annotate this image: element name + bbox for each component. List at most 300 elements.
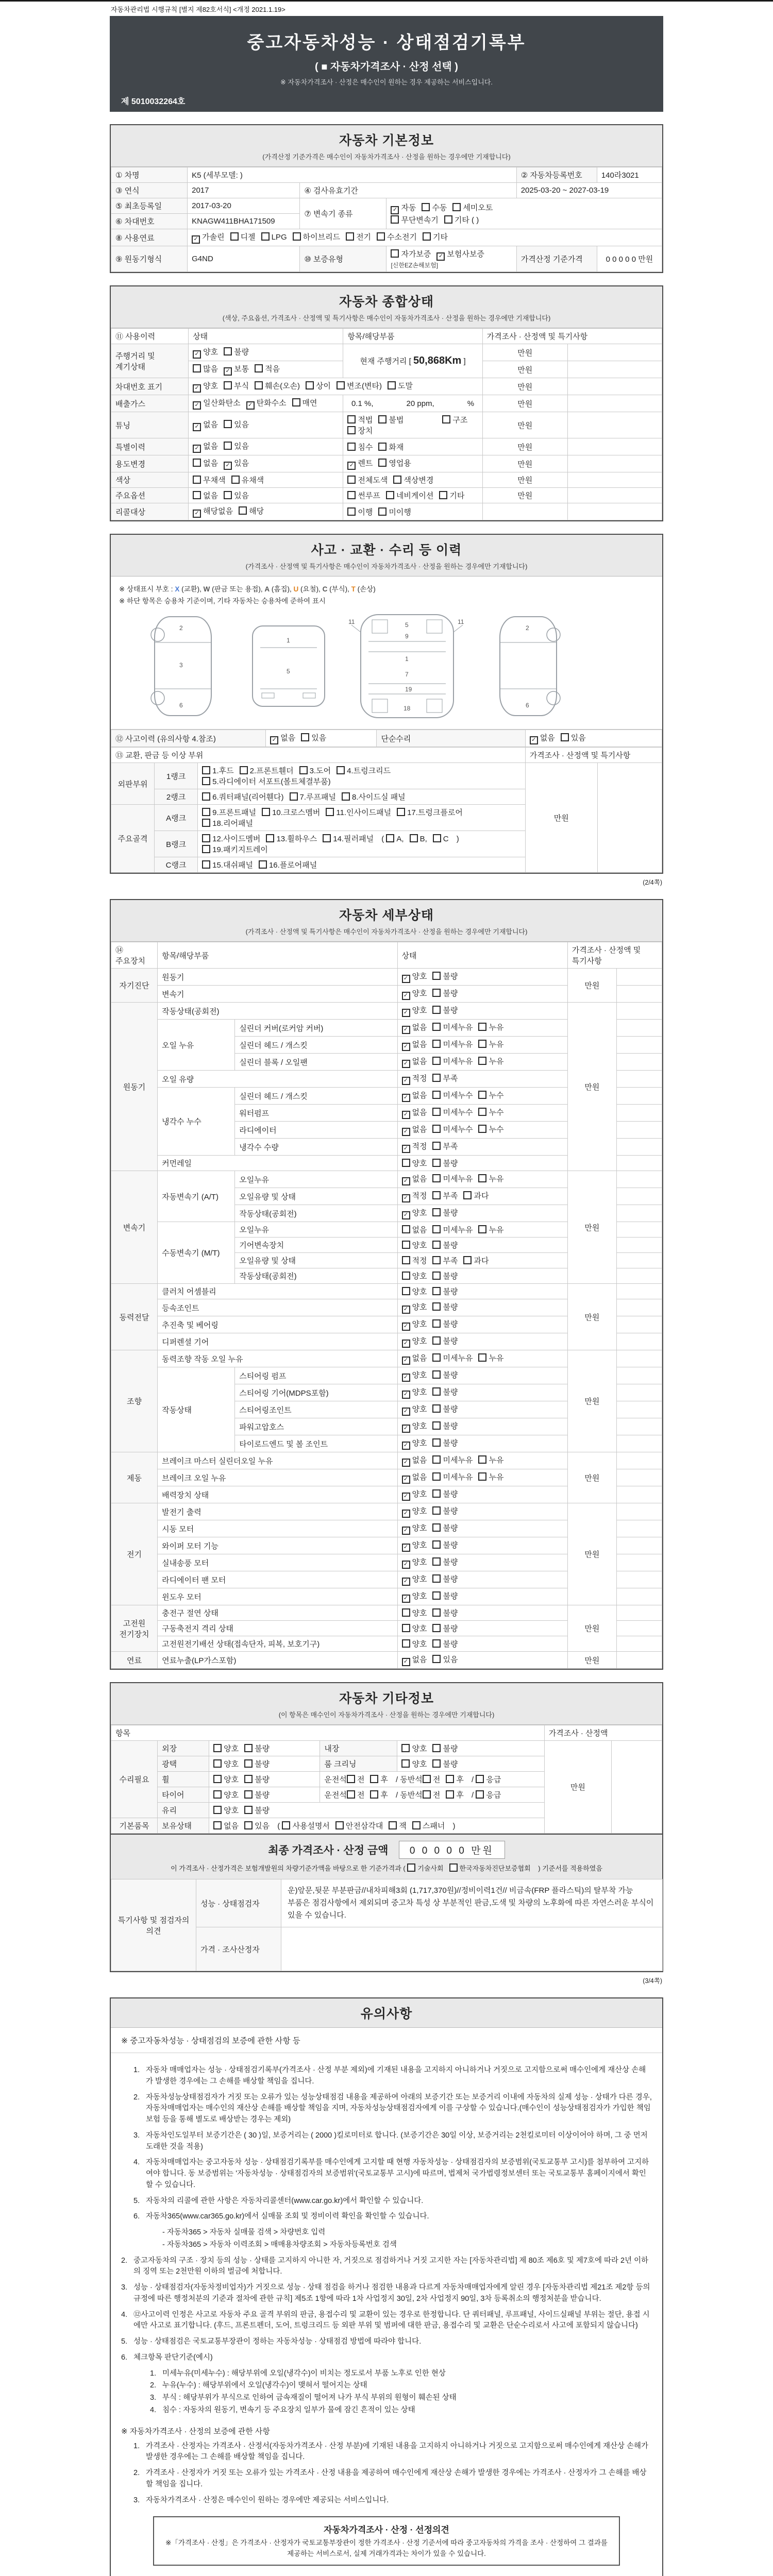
checkbox-option[interactable] [347,1774,365,1785]
checkbox-icon[interactable]: ✓ [402,1094,410,1102]
options-cell[interactable] [397,1122,567,1139]
checkbox-icon[interactable] [378,443,386,451]
checkbox-icon[interactable] [432,1489,441,1498]
checkbox-icon[interactable] [193,459,201,467]
checkbox-option[interactable] [432,1654,458,1665]
checkbox-option[interactable] [402,1638,427,1649]
standard-book-options[interactable] [407,1865,536,1872]
checkbox-option[interactable] [478,1173,503,1184]
checkbox-icon[interactable] [347,491,356,499]
checkbox-option[interactable] [347,506,373,517]
checkbox-option[interactable] [346,231,371,242]
checkbox-option[interactable] [202,807,256,818]
checkbox-icon[interactable] [432,1302,441,1311]
checkbox-icon[interactable] [378,507,386,516]
checkbox-option[interactable] [402,971,427,983]
checkbox-option[interactable] [402,1022,427,1034]
options-cell[interactable] [397,1554,567,1571]
checkbox-icon[interactable]: ✓ [402,1194,410,1202]
checkbox-option[interactable] [402,1505,427,1518]
checkbox-icon[interactable] [213,1775,222,1783]
checkbox-option[interactable] [432,1556,458,1567]
checkbox-option[interactable] [402,1073,427,1085]
checkbox-option[interactable] [378,442,404,452]
checkbox-icon[interactable]: ✓ [402,992,410,1000]
checkbox-icon[interactable] [432,1142,441,1150]
checkbox-option[interactable] [402,1539,427,1552]
checkbox-option[interactable] [244,1789,270,1800]
checkbox-icon[interactable]: ✓ [402,1459,410,1467]
checkbox-icon[interactable]: ✓ [193,423,201,431]
checkbox-icon[interactable] [259,860,267,869]
checkbox-option[interactable] [370,1774,388,1785]
options-cell[interactable] [189,395,343,412]
checkbox-option[interactable] [378,414,404,425]
checkbox-icon[interactable] [402,1225,410,1233]
checkbox-option[interactable] [407,1863,443,1873]
checkbox-option[interactable] [432,1318,458,1329]
checkbox-icon[interactable] [478,1023,486,1031]
checkbox-icon[interactable] [347,443,356,451]
options-cell[interactable] [189,472,343,488]
checkbox-icon[interactable] [432,1455,441,1464]
options-cell[interactable] [209,1803,545,1818]
checkbox-option[interactable] [432,1437,458,1448]
checkbox-option[interactable] [402,1623,427,1634]
checkbox-icon[interactable] [401,1759,410,1768]
checkbox-icon[interactable]: ✓ [224,367,232,376]
checkbox-option[interactable] [391,214,438,225]
checkbox-icon[interactable] [386,834,394,842]
checkbox-icon[interactable]: ✓ [193,401,201,410]
checkbox-option[interactable] [402,988,427,1000]
checkbox-option[interactable] [432,1369,458,1380]
checkbox-option[interactable] [432,1224,473,1235]
options-cell[interactable] [397,1741,544,1756]
checkbox-icon[interactable] [476,1775,484,1783]
checkbox-icon[interactable]: ✓ [193,350,201,359]
checkbox-icon[interactable] [378,459,386,467]
checkbox-option[interactable] [402,1158,427,1168]
checkbox-icon[interactable] [337,381,345,389]
checkbox-icon[interactable] [290,792,298,801]
checkbox-icon[interactable] [244,1806,253,1814]
checkbox-icon[interactable] [432,1287,441,1295]
options-cell[interactable] [189,412,343,438]
checkbox-icon[interactable] [432,1336,441,1345]
checkbox-option[interactable] [193,474,225,485]
checkbox-icon[interactable] [423,232,431,241]
checkbox-icon[interactable] [244,1821,253,1829]
checkbox-option[interactable] [478,1107,503,1117]
checkbox-option[interactable] [347,425,373,436]
checkbox-option[interactable] [293,231,340,242]
checkbox-option[interactable] [202,791,283,802]
checkbox-option[interactable] [442,414,467,425]
options-cell[interactable]: 없음 있음 ( 사용설명서 안전삼각대 잭 스패너 ) [209,1818,545,1834]
options-cell[interactable] [397,1469,567,1486]
checkbox-icon[interactable] [193,364,201,372]
checkbox-option[interactable] [432,1173,473,1184]
options-cell[interactable] [343,488,482,503]
checkbox-option[interactable] [561,732,586,743]
checkbox-icon[interactable]: ✓ [402,1544,410,1552]
checkbox-icon[interactable] [255,381,263,389]
checkbox-icon[interactable] [389,1821,397,1829]
checkbox-icon[interactable]: ✓ [224,462,232,470]
checkbox-icon[interactable] [432,1438,441,1447]
checkbox-icon[interactable] [193,476,201,484]
options-cell[interactable] [189,361,343,378]
checkbox-option[interactable] [432,1090,473,1100]
options-cell[interactable] [397,1003,567,1020]
checkbox-option[interactable] [224,380,249,391]
checkbox-icon[interactable] [213,1759,222,1768]
checkbox-icon[interactable] [478,1108,486,1116]
checkbox-icon[interactable]: ✓ [402,1128,410,1136]
checkbox-option[interactable] [202,833,260,844]
checkbox-option[interactable] [423,1789,441,1800]
checkbox-option[interactable] [402,1369,427,1382]
checkbox-option[interactable] [432,1471,473,1482]
checkbox-icon[interactable]: ✓ [391,206,399,214]
options-cell[interactable] [343,438,482,455]
options-cell[interactable] [397,1020,567,1037]
checkbox-icon[interactable] [402,1159,410,1167]
checkbox-icon[interactable] [407,1863,415,1872]
checkbox-icon[interactable] [402,1256,410,1264]
checkbox-option[interactable] [402,1107,427,1119]
checkbox-icon[interactable]: ✓ [402,1306,410,1314]
checkbox-option[interactable] [401,1743,427,1754]
checkbox-icon[interactable] [202,777,210,785]
checkbox-icon[interactable] [402,1241,410,1249]
checkbox-icon[interactable] [402,1624,410,1632]
checkbox-option[interactable] [377,231,417,242]
checkbox-icon[interactable] [478,1040,486,1048]
options-cell[interactable] [209,1756,320,1772]
checkbox-option[interactable] [378,457,411,468]
checkbox-option[interactable] [432,1158,458,1168]
checkbox-option[interactable] [432,988,458,998]
checkbox-icon[interactable] [432,1370,441,1379]
checkbox-icon[interactable] [391,215,399,224]
checkbox-option[interactable] [423,231,448,242]
checkbox-icon[interactable] [244,1775,253,1783]
checkbox-icon[interactable] [478,1091,486,1099]
checkbox-icon[interactable] [432,1074,441,1082]
checkbox-icon[interactable] [299,766,308,774]
checkbox-icon[interactable] [432,1353,441,1362]
checkbox-icon[interactable] [432,1191,441,1199]
checkbox-option[interactable] [244,1805,270,1816]
checkbox-option[interactable] [402,1318,427,1331]
checkbox-option[interactable] [446,1789,464,1800]
checkbox-icon[interactable]: ✓ [402,1060,410,1068]
checkbox-option[interactable] [244,1743,270,1754]
warranty-options[interactable] [391,250,490,259]
checkbox-option[interactable] [402,1590,427,1603]
checkbox-option[interactable] [224,440,249,451]
checkbox-icon[interactable]: ✓ [402,1177,410,1185]
checkbox-option[interactable] [244,1758,270,1769]
checkbox-option[interactable] [432,1005,458,1015]
checkbox-icon[interactable] [478,1472,486,1481]
checkbox-icon[interactable] [202,792,210,801]
options-cell[interactable] [397,1605,567,1621]
options-cell[interactable] [397,1503,567,1520]
checkbox-option[interactable] [246,397,287,410]
checkbox-icon[interactable] [292,398,300,406]
checkbox-icon[interactable] [224,491,232,499]
checkbox-option[interactable] [213,1758,239,1769]
checkbox-option[interactable] [432,1488,458,1499]
checkbox-option[interactable] [386,490,433,501]
checkbox-option[interactable] [478,1224,503,1235]
checkbox-option[interactable] [432,1141,458,1151]
checkbox-icon[interactable] [213,1806,222,1814]
checkbox-option[interactable] [432,1039,473,1049]
checkbox-icon[interactable] [432,1574,441,1583]
fuel-options[interactable] [188,229,662,246]
options-cell[interactable] [209,1772,320,1787]
options-cell[interactable] [397,1571,567,1588]
checkbox-option[interactable] [432,971,458,981]
checkbox-option[interactable] [412,1820,445,1831]
checkbox-icon[interactable]: ✓ [402,1323,410,1331]
checkbox-option[interactable] [402,1005,427,1017]
checkbox-icon[interactable] [347,1775,355,1783]
checkbox-option[interactable] [463,1255,489,1266]
checkbox-icon[interactable] [478,1455,486,1464]
checkbox-option[interactable] [478,1124,503,1134]
options-cell[interactable] [397,1188,567,1205]
checkbox-option[interactable] [402,1488,427,1501]
checkbox-option[interactable] [402,1573,427,1586]
checkbox-icon[interactable] [347,415,356,423]
checkbox-icon[interactable] [432,1472,441,1481]
checkbox-icon[interactable] [446,1790,454,1799]
checkbox-icon[interactable] [432,1208,441,1216]
checkbox-option[interactable] [432,1255,458,1266]
checkbox-option[interactable] [391,248,431,259]
checkbox-option[interactable] [402,1301,427,1314]
checkbox-icon[interactable] [478,1057,486,1065]
checkbox-option[interactable] [337,380,382,391]
checkbox-icon[interactable] [432,1540,441,1549]
options-cell[interactable] [397,1088,567,1105]
checkbox-option[interactable] [402,1224,427,1235]
checkbox-icon[interactable]: ✓ [402,1374,410,1382]
checkbox-option[interactable] [530,732,555,744]
checkbox-option[interactable] [432,1190,458,1201]
checkbox-option[interactable] [193,505,233,518]
checkbox-icon[interactable] [478,1353,486,1362]
checkbox-icon[interactable] [422,203,430,211]
checkbox-icon[interactable]: ✓ [530,736,538,744]
checkbox-icon[interactable] [432,1744,441,1752]
checkbox-option[interactable] [433,834,449,843]
checkbox-icon[interactable] [476,1790,484,1799]
checkbox-option[interactable] [402,1173,427,1185]
options-cell[interactable] [397,1268,567,1284]
checkbox-option[interactable] [402,1056,427,1068]
transmission-options-row1[interactable] [391,204,498,212]
options-cell[interactable]: 운전석 전 후 / 동반석 전 후 / 응급 [320,1787,544,1803]
checkbox-option[interactable] [402,1141,427,1153]
checkbox-icon[interactable] [401,1744,410,1752]
options-cell[interactable] [266,730,377,747]
checkbox-option[interactable] [432,1124,473,1134]
options-cell[interactable] [397,1105,567,1122]
checkbox-option[interactable] [478,1022,503,1032]
checkbox-icon[interactable]: ✓ [402,1510,410,1518]
checkbox-icon[interactable] [432,1256,441,1264]
checkbox-icon[interactable]: ✓ [402,1476,410,1484]
options-cell[interactable] [397,1418,567,1435]
checkbox-option[interactable] [423,1774,441,1785]
checkbox-option[interactable] [386,834,404,843]
checkbox-icon[interactable] [432,1108,441,1116]
checkbox-icon[interactable] [432,1006,441,1014]
checkbox-icon[interactable] [433,834,441,842]
checkbox-option[interactable] [432,1301,458,1312]
checkbox-icon[interactable] [370,1790,378,1799]
checkbox-option[interactable] [323,833,374,844]
checkbox-option[interactable] [402,1607,427,1618]
checkbox-option[interactable] [342,791,406,802]
checkbox-icon[interactable] [432,1057,441,1065]
checkbox-icon[interactable] [393,476,401,484]
options-cell[interactable] [198,763,526,789]
checkbox-option[interactable] [432,1539,458,1550]
checkbox-option[interactable] [402,1454,427,1467]
checkbox-icon[interactable] [432,972,441,980]
options-cell[interactable] [397,1350,567,1367]
checkbox-icon[interactable]: ✓ [347,462,356,470]
options-cell[interactable] [397,1139,567,1156]
options-cell[interactable] [397,1238,567,1253]
checkbox-icon[interactable]: ✓ [402,1408,410,1416]
checkbox-option[interactable] [262,807,320,818]
checkbox-option[interactable] [432,1107,473,1117]
checkbox-option[interactable] [402,1437,427,1450]
checkbox-option[interactable] [432,1573,458,1584]
checkbox-icon[interactable]: ✓ [193,510,201,518]
checkbox-option[interactable] [306,380,331,391]
checkbox-option[interactable] [224,457,249,470]
options-cell[interactable] [343,503,482,520]
options-cell[interactable] [397,1284,567,1299]
checkbox-option[interactable] [255,380,300,391]
options-cell[interactable] [397,1156,567,1171]
checkbox-option[interactable] [301,732,326,743]
options-cell[interactable] [397,1756,544,1772]
checkbox-icon[interactable]: ✓ [402,1026,410,1034]
checkbox-icon[interactable] [432,1319,441,1328]
checkbox-icon[interactable] [240,766,248,774]
checkbox-option[interactable] [446,1774,464,1785]
checkbox-option[interactable] [270,732,295,744]
checkbox-icon[interactable] [561,733,569,741]
checkbox-icon[interactable] [444,215,452,224]
checkbox-icon[interactable] [442,415,450,423]
checkbox-option[interactable] [401,1758,427,1769]
checkbox-option[interactable] [193,397,240,410]
checkbox-option[interactable] [410,834,427,843]
checkbox-icon[interactable]: ✓ [402,1111,410,1119]
checkbox-option[interactable] [402,1556,427,1569]
checkbox-option[interactable] [402,1335,427,1348]
checkbox-icon[interactable] [347,476,356,484]
checkbox-icon[interactable] [202,860,210,869]
checkbox-option[interactable] [432,1758,458,1769]
checkbox-option[interactable] [240,765,294,776]
checkbox-option[interactable] [432,1505,458,1516]
checkbox-option[interactable] [347,490,380,501]
checkbox-option[interactable] [337,765,391,776]
checkbox-icon[interactable] [224,420,232,428]
checkbox-icon[interactable] [432,1091,441,1099]
checkbox-icon[interactable]: ✓ [402,1211,410,1219]
options-cell[interactable] [397,1299,567,1316]
checkbox-option[interactable] [452,202,493,213]
options-cell[interactable] [397,1316,567,1333]
checkbox-option[interactable] [261,232,287,242]
checkbox-icon[interactable] [432,1159,441,1167]
checkbox-icon[interactable] [347,426,356,434]
checkbox-icon[interactable] [231,476,240,484]
checkbox-icon[interactable] [432,1421,441,1430]
options-cell[interactable] [397,1621,567,1636]
checkbox-option[interactable] [224,490,249,501]
options-cell[interactable] [397,986,567,1003]
checkbox-icon[interactable] [478,1225,486,1233]
options-cell[interactable] [397,1205,567,1222]
checkbox-icon[interactable] [282,1821,290,1829]
checkbox-icon[interactable] [432,1639,441,1648]
checkbox-option[interactable] [432,1073,458,1083]
checkbox-icon[interactable] [262,808,270,816]
checkbox-icon[interactable] [402,1272,410,1280]
checkbox-option[interactable] [402,1190,427,1202]
checkbox-icon[interactable] [370,1775,378,1783]
checkbox-option[interactable] [402,1286,427,1297]
checkbox-option[interactable] [193,346,218,359]
checkbox-option[interactable] [193,380,218,393]
checkbox-option[interactable] [402,1255,427,1266]
options-cell[interactable] [189,488,343,503]
checkbox-icon[interactable] [239,506,247,515]
options-cell[interactable]: 12.사이드멤버 13.휠하우스 14.필러패널 ( A, B, C ) 19.패키지트레이 [198,831,526,857]
checkbox-icon[interactable] [293,232,301,241]
checkbox-option[interactable] [224,346,249,357]
checkbox-option[interactable] [402,1039,427,1051]
checkbox-icon[interactable] [326,808,334,816]
checkbox-option[interactable] [213,1805,239,1816]
checkbox-option[interactable] [476,1774,501,1785]
options-cell[interactable] [397,1401,567,1418]
checkbox-option[interactable] [347,1789,365,1800]
checkbox-icon[interactable] [449,1863,458,1872]
checkbox-icon[interactable] [342,792,350,801]
checkbox-option[interactable] [202,844,268,855]
checkbox-icon[interactable]: ✓ [402,1077,410,1085]
options-cell[interactable] [397,1071,567,1088]
checkbox-option[interactable] [476,1789,501,1800]
checkbox-option[interactable] [463,1190,489,1201]
checkbox-icon[interactable]: ✓ [270,736,278,744]
